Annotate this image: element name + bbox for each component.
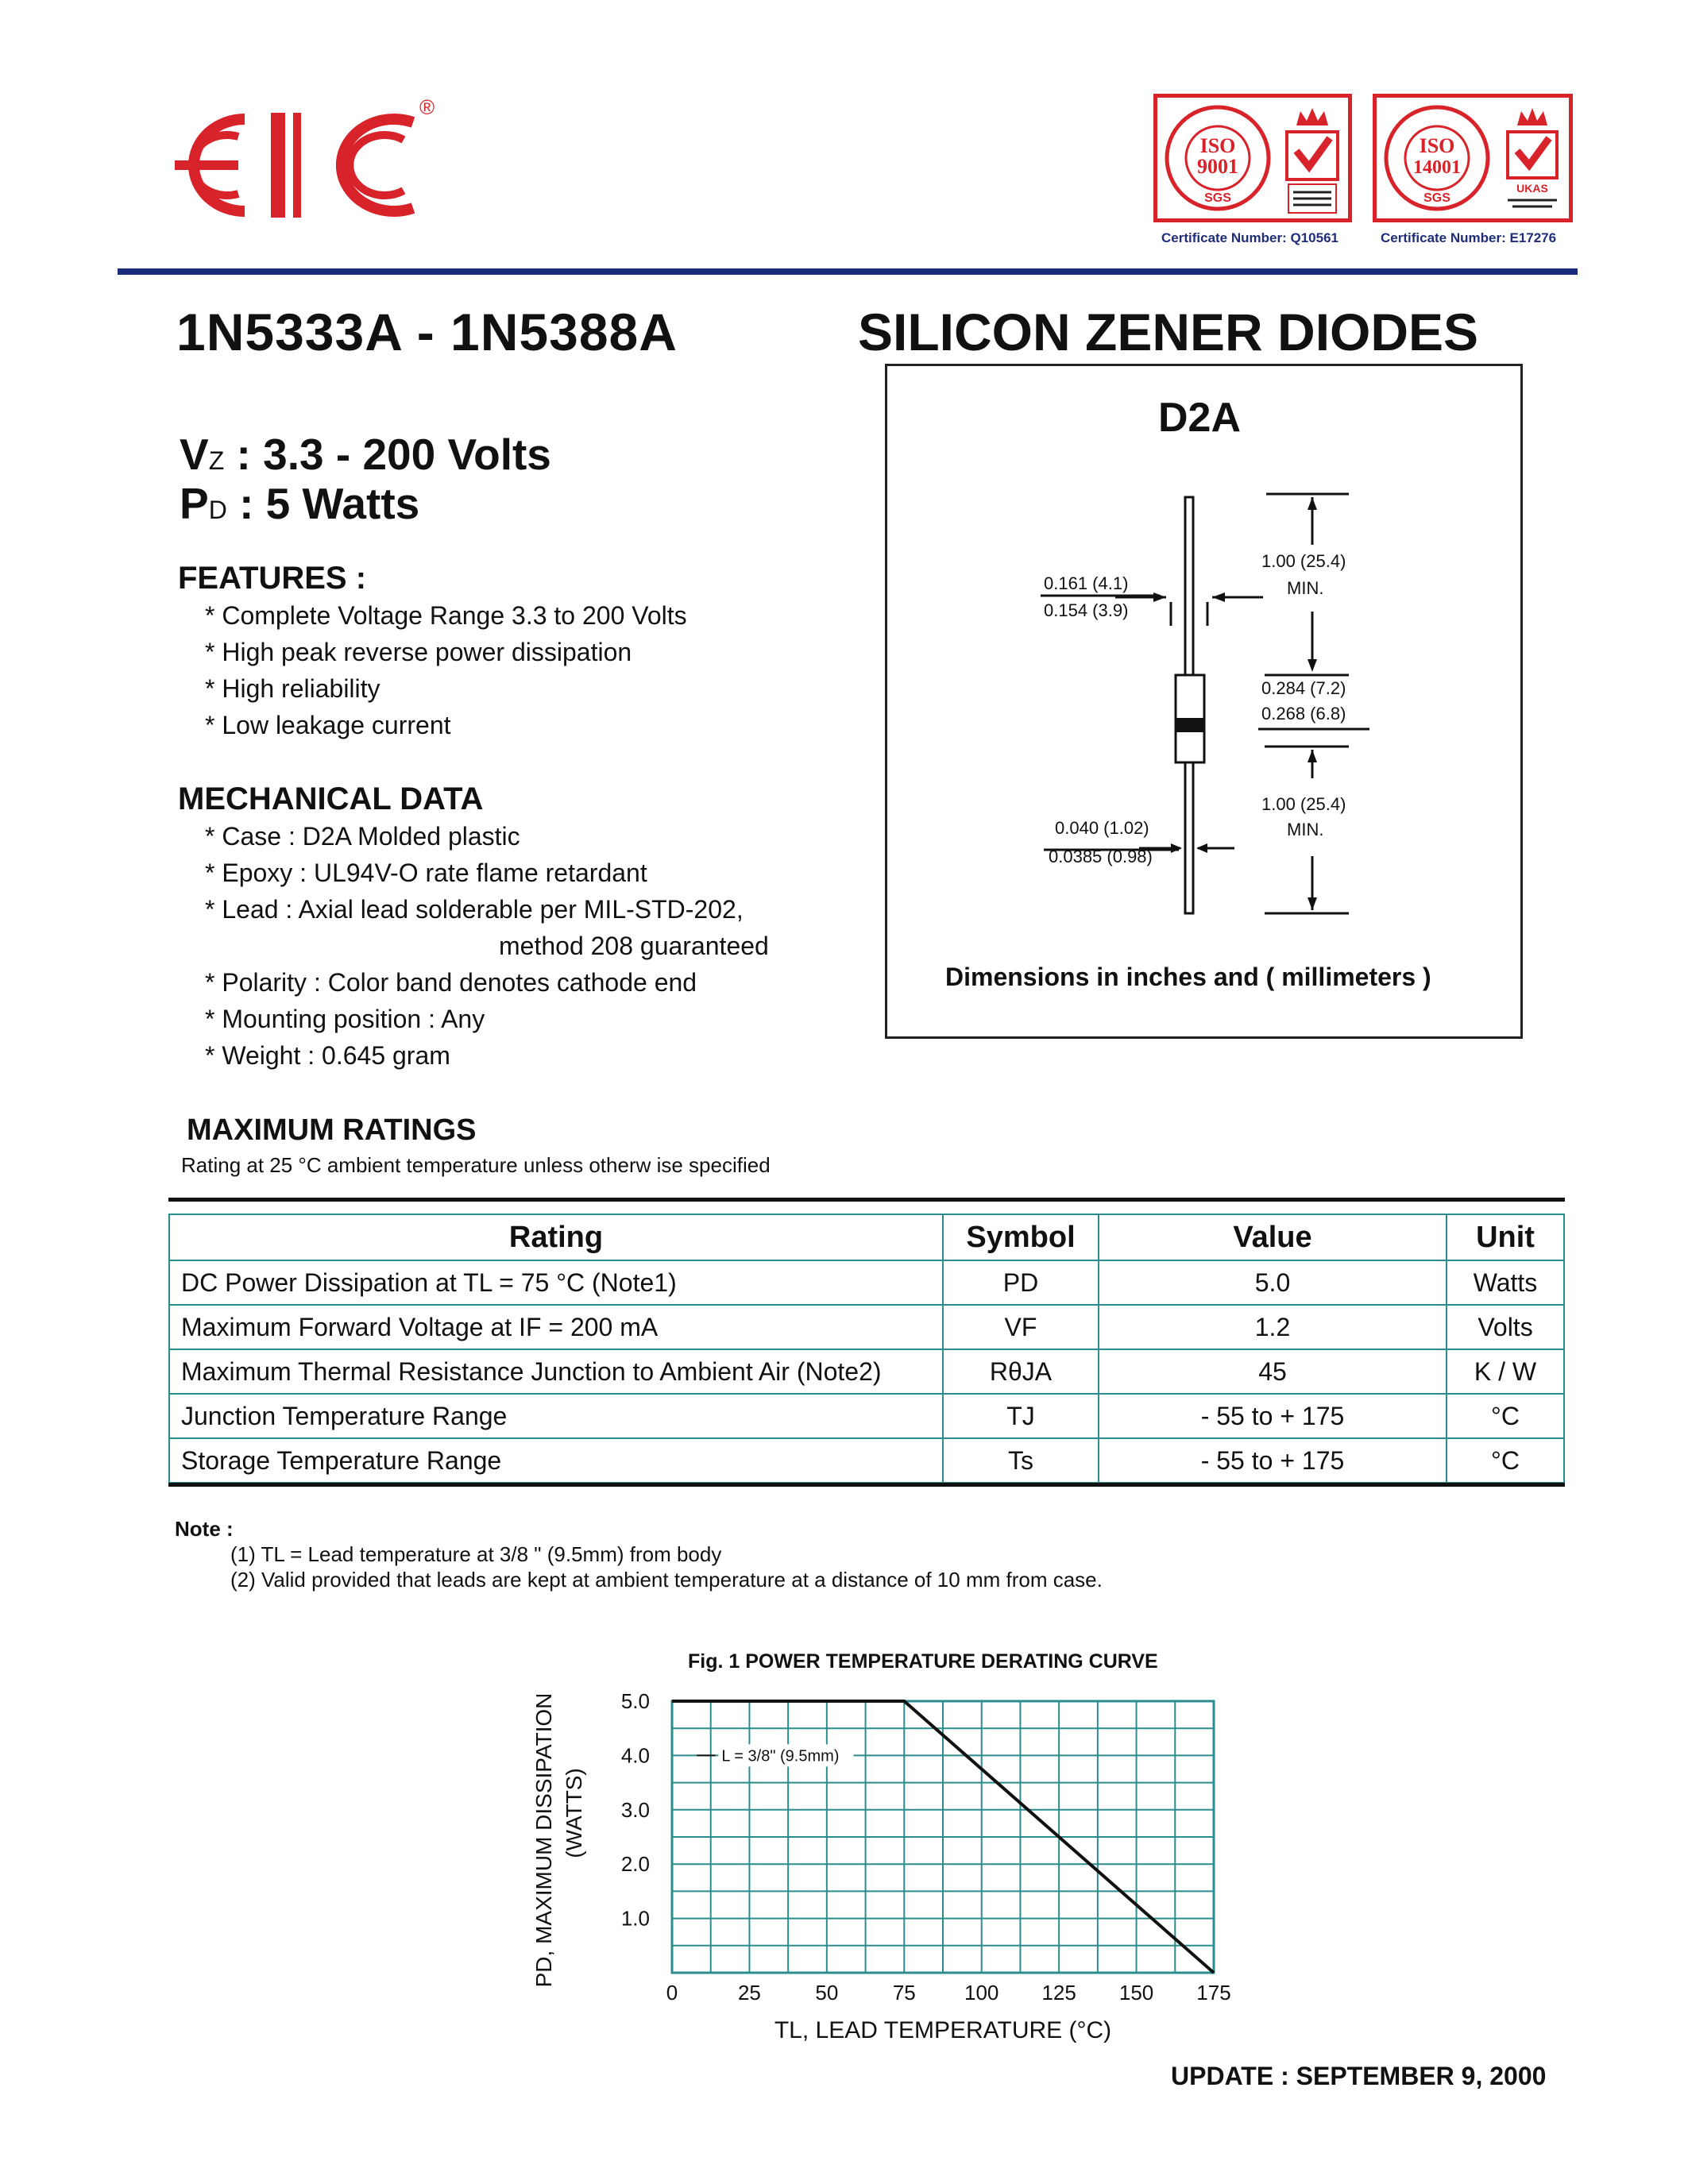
mechanical-item: * Mounting position : Any <box>205 1005 485 1033</box>
lead-len-top-note: MIN. <box>1287 578 1324 598</box>
part-range-title: 1N5333A - 1N5388A <box>176 303 678 361</box>
certificate-iso9001 <box>1153 94 1352 222</box>
x-tick-label: 75 <box>892 1981 916 2005</box>
table-top-rule <box>168 1198 1565 1202</box>
wire-dia-min: 0.0385 (0.98) <box>1049 847 1153 866</box>
ratings-table <box>168 1214 1565 1484</box>
x-tick-label: 150 <box>1118 1981 1154 2005</box>
x-tick-label: 100 <box>964 1981 999 2005</box>
pd-spec: PD : 5 Watts <box>180 479 420 528</box>
feature-item: * High reliability <box>205 674 380 703</box>
svg-text:UKAS: UKAS <box>1516 182 1548 195</box>
lead-len-bottom-note: MIN. <box>1287 820 1324 839</box>
vz-spec: VZ : 3.3 - 200 Volts <box>180 430 551 479</box>
derating-chart <box>508 1668 1271 2049</box>
mechanical-item: * Polarity : Color band denotes cathode end <box>205 968 697 997</box>
symbol-cell: RθJA <box>943 1349 1099 1394</box>
feature-item: * Low leakage current <box>205 711 451 739</box>
figure-title: Fig. 1 POWER TEMPERATURE DERATING CURVE <box>688 1650 1158 1673</box>
column-header-symbol: Symbol <box>943 1214 1099 1260</box>
package-name: D2A <box>1158 395 1242 441</box>
unit-cell: Watts <box>1447 1260 1564 1305</box>
ukas-crown-check-icon <box>1500 102 1565 217</box>
y-tick-label: 5.0 <box>620 1689 650 1713</box>
features-list <box>205 597 687 743</box>
symbol-cell: VF <box>943 1305 1099 1349</box>
certificate-caption-e: Certificate Number: E17276 <box>1381 230 1557 245</box>
ratings-subtitle: Rating at 25 °C ambient temperature unless otherw ise specified <box>181 1153 771 1177</box>
update-date: UPDATE : SEPTEMBER 9, 2000 <box>1171 2062 1547 2090</box>
nacb-crown-check-icon <box>1280 102 1344 217</box>
column-header-value: Value <box>1099 1214 1447 1260</box>
column-header-rating: Rating <box>169 1214 943 1260</box>
symbol-cell: Ts <box>943 1438 1099 1483</box>
value-cell: 45 <box>1099 1349 1447 1394</box>
iso14001-seal-icon <box>1377 98 1497 218</box>
unit-cell: Volts <box>1447 1305 1564 1349</box>
mechanical-item: * Weight : 0.645 gram <box>205 1041 450 1070</box>
body-len-max: 0.284 (7.2) <box>1261 678 1346 698</box>
table-bottom-rule <box>168 1483 1565 1487</box>
value-cell: 5.0 <box>1099 1260 1447 1305</box>
table-row <box>169 1438 1564 1483</box>
feature-item: * Complete Voltage Range 3.3 to 200 Volts <box>205 601 687 630</box>
rating-cell: Maximum Thermal Resistance Junction to Ambient Air (Note2) <box>169 1349 943 1394</box>
svg-text:14001: 14001 <box>1413 157 1461 178</box>
ratings-title: MAXIMUM RATINGS <box>187 1113 477 1147</box>
value-cell: 1.2 <box>1099 1305 1447 1349</box>
lead-dia-min: 0.154 (3.9) <box>1044 600 1129 620</box>
dimensions-caption: Dimensions in inches and ( millimeters ) <box>945 963 1431 991</box>
value-cell: - 55 to + 175 <box>1099 1438 1447 1483</box>
body-len-min: 0.268 (6.8) <box>1261 704 1346 723</box>
x-tick-label: 0 <box>666 1981 678 2005</box>
x-tick-label: 175 <box>1196 1981 1231 2005</box>
symbol-cell: TJ <box>943 1394 1099 1438</box>
lead-len-top: 1.00 (25.4) <box>1261 551 1346 571</box>
mechanical-item: * Case : D2A Molded plastic <box>205 822 520 851</box>
x-tick-label: 25 <box>737 1981 761 2005</box>
svg-text:ISO: ISO <box>1199 134 1236 157</box>
rating-cell: Junction Temperature Range <box>169 1394 943 1438</box>
certificate-iso14001 <box>1373 94 1573 222</box>
svg-text:ISO: ISO <box>1419 134 1455 157</box>
rating-cell: Storage Temperature Range <box>169 1438 943 1483</box>
product-title: SILICON ZENER DIODES <box>858 303 1479 361</box>
table-row <box>169 1349 1564 1394</box>
ratings-table-frame <box>168 1198 1565 1487</box>
notes-heading: Note : <box>175 1517 234 1541</box>
svg-text:SGS: SGS <box>1204 191 1231 205</box>
unit-cell: K / W <box>1447 1349 1564 1394</box>
lead-dia-max: 0.161 (4.1) <box>1044 573 1129 593</box>
value-cell: - 55 to + 175 <box>1099 1394 1447 1438</box>
mechanical-item: * Lead : Axial lead solderable per MIL-STD-202, <box>205 895 744 924</box>
x-tick-label: 125 <box>1041 1981 1076 2005</box>
table-row <box>169 1260 1564 1305</box>
unit-cell: °C <box>1447 1438 1564 1483</box>
features-heading: FEATURES : <box>178 561 367 596</box>
table-row <box>169 1394 1564 1438</box>
symbol-cell: PD <box>943 1260 1099 1305</box>
eic-logo <box>151 102 421 229</box>
mechanical-item: method 208 guaranteed <box>499 932 769 960</box>
y-tick-label: 1.0 <box>620 1906 650 1931</box>
package-dimension-drawing <box>885 364 1523 1039</box>
note-item: (1) TL = Lead temperature at 3/8 " (9.5mm) from body <box>230 1542 722 1566</box>
y-tick-label: 2.0 <box>620 1852 650 1877</box>
column-header-unit: Unit <box>1447 1214 1564 1260</box>
svg-text:9001: 9001 <box>1197 155 1238 178</box>
y-tick-label: 3.0 <box>620 1797 650 1822</box>
header-rule <box>118 268 1578 275</box>
certificate-caption-q: Certificate Number: Q10561 <box>1161 230 1338 245</box>
x-tick-label: 50 <box>815 1981 839 2005</box>
annotation-text: L = 3/8" (9.5mm) <box>721 1747 840 1765</box>
feature-item: * High peak reverse power dissipation <box>205 638 632 666</box>
note-item: (2) Valid provided that leads are kept at ambient temperature at a distance of 10 mm from case. <box>230 1568 1103 1592</box>
y-axis-label: PD, MAXIMUM DISSIPATION <box>531 1692 556 1988</box>
table-row <box>169 1305 1564 1349</box>
mechanical-heading: MECHANICAL DATA <box>178 781 484 816</box>
mechanical-list <box>205 818 769 1074</box>
iso9001-seal-icon <box>1158 98 1277 218</box>
table-header-row <box>169 1214 1564 1260</box>
x-axis-label: TL, LEAD TEMPERATURE (°C) <box>774 2017 1112 2043</box>
rating-cell: Maximum Forward Voltage at IF = 200 mA <box>169 1305 943 1349</box>
y-tick-label: 4.0 <box>620 1743 650 1768</box>
unit-cell: °C <box>1447 1394 1564 1438</box>
lead-len-bottom: 1.00 (25.4) <box>1261 794 1346 814</box>
registered-mark: ® <box>419 95 435 119</box>
svg-text:SGS: SGS <box>1423 191 1450 205</box>
mechanical-item: * Epoxy : UL94V-O rate flame retardant <box>205 859 647 887</box>
wire-dia-max: 0.040 (1.02) <box>1055 818 1149 838</box>
rating-cell: DC Power Dissipation at TL = 75 °C (Note1) <box>169 1260 943 1305</box>
y-axis-unit-label: (WATTS) <box>562 1768 586 1858</box>
